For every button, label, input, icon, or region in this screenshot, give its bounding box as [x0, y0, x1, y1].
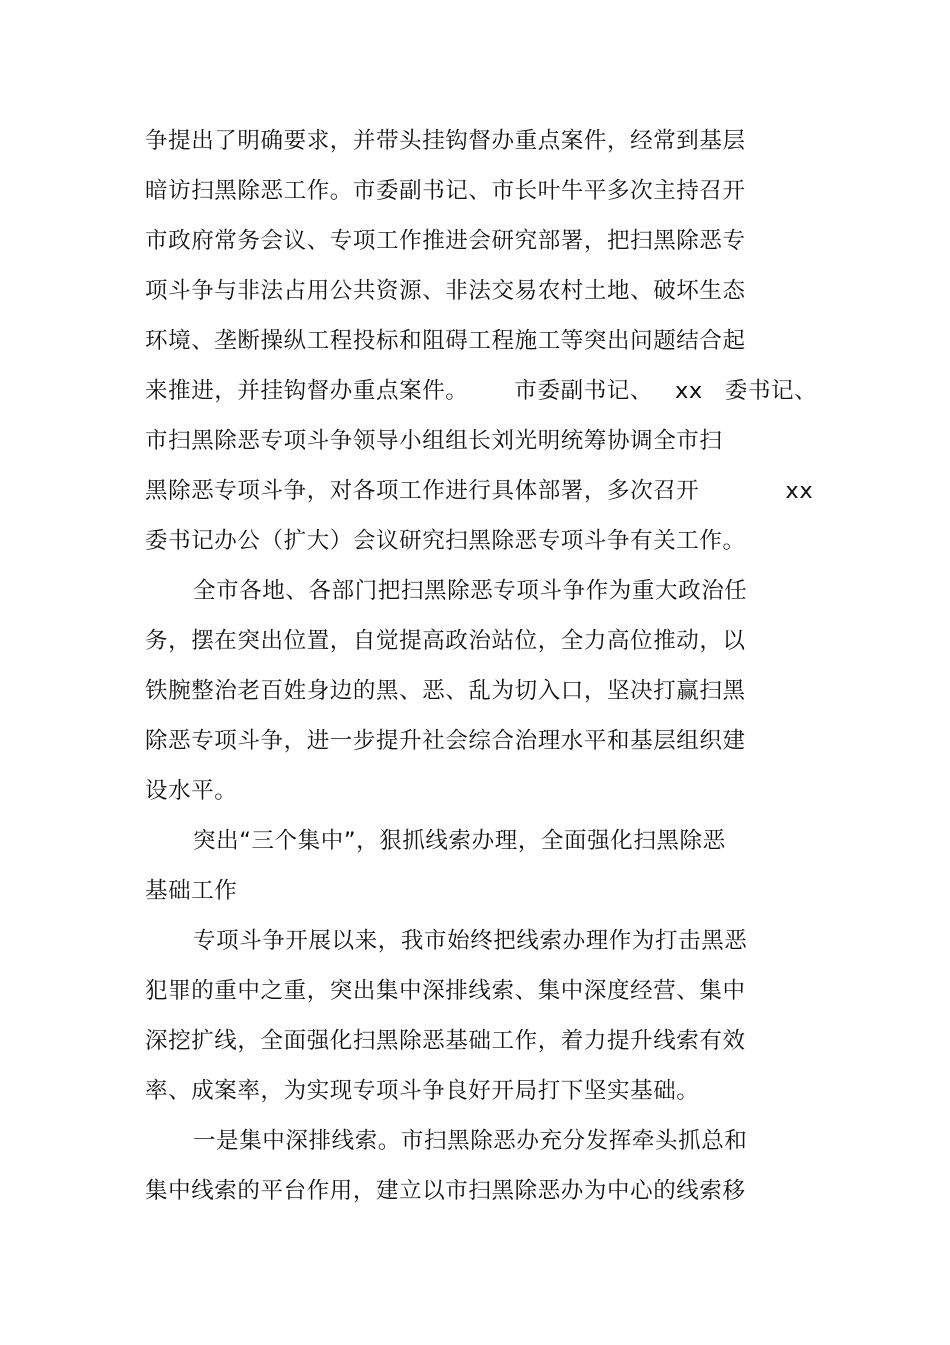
text-line: 环境、垄断操纵工程投标和阻碍工程施工等突出问题结合起: [145, 328, 746, 354]
text-line: [145, 376, 817, 406]
text-line: 市政府常务会议、专项工作推进会研究部署，把扫黑除恶专: [145, 228, 746, 254]
text-line: 专项斗争开展以来，我市始终把线索办理作为打击黑恶: [193, 928, 748, 954]
section-heading: 基础工作: [145, 878, 238, 904]
text-line: 集中线索的平台作用，建立以市扫黑除恶办为中心的线索移: [145, 1178, 746, 1204]
text-line: 市扫黑除恶专项斗争领导小组组长刘光明统筹协调全市扫: [145, 428, 723, 454]
text-line: 铁腕整治老百姓身边的黑、恶、乱为切入口，坚决打赢扫黑: [145, 678, 746, 704]
text-line: 暗访扫黑除恶工作。市委副书记、市长叶牛平多次主持召开: [145, 178, 746, 204]
text-line: 除恶专项斗争，进一步提升社会综合治理水平和基层组织建: [145, 728, 746, 754]
text-line: [145, 476, 813, 506]
text-segment: 黑除恶专项斗争，对各项工作进行具体部署，多次召开: [145, 478, 700, 504]
text-line: 深挖扩线，全面强化扫黑除恶基础工作，着力提升线索有效: [145, 1028, 746, 1054]
text-line: 务，摆在突出位置，自觉提高政治站位，全力高位推动，以: [145, 628, 746, 654]
text-segment: 市委副书记、: [514, 378, 654, 404]
text-line: 项斗争与非法占用公共资源、非法交易农村土地、破坏生态: [145, 278, 746, 304]
text-segment: xx: [675, 378, 703, 404]
section-heading: 突出“三个集中”，狠抓线索办理，全面强化扫黑除恶: [193, 828, 726, 854]
text-line: 全市各地、各部门把扫黑除恶专项斗争作为重大政治任: [193, 578, 748, 604]
text-line: 委书记办公（扩大）会议研究扫黑除恶专项斗争有关工作。: [145, 528, 746, 554]
text-line: 设水平。: [145, 778, 238, 804]
text-segment: xx: [785, 478, 814, 504]
text-segment: 来推进，并挂钩督办重点案件。: [145, 378, 469, 404]
text-line: 率、成案率，为实现专项斗争良好开局打下坚实基础。: [145, 1078, 700, 1104]
text-segment: 委书记、: [724, 378, 818, 404]
text-line: 争提出了明确要求，并带头挂钩督办重点案件，经常到基层: [145, 128, 746, 154]
text-line: 一是集中深排线索。市扫黑除恶办充分发挥牵头抓总和: [193, 1128, 748, 1154]
text-line: 犯罪的重中之重，突出集中深排线索、集中深度经营、集中: [145, 978, 746, 1004]
